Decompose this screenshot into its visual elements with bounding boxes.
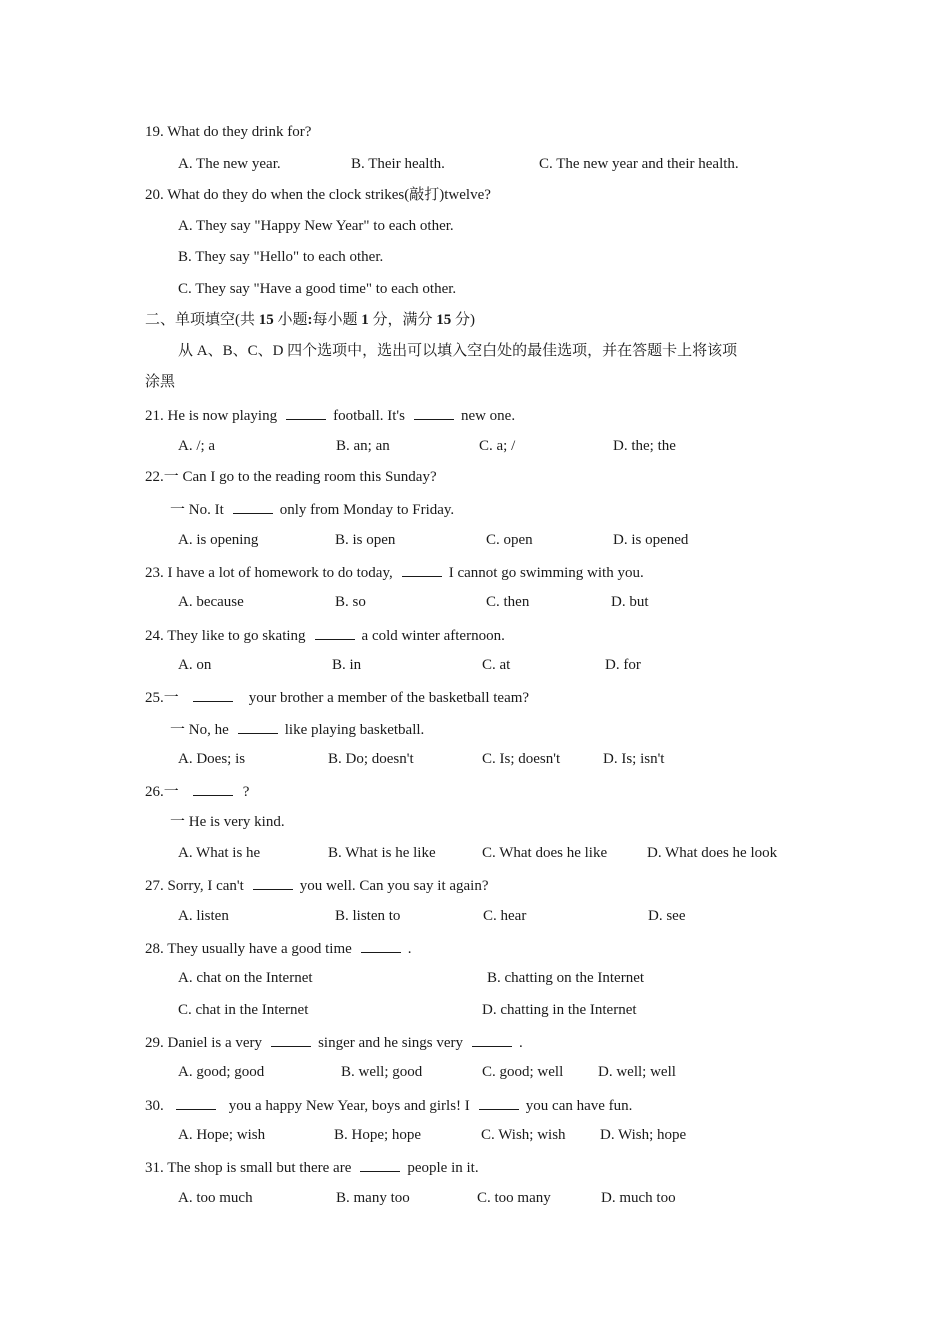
q29-option-b: B. well; good	[341, 1064, 423, 1080]
q29-option-a: A. good; good	[178, 1064, 265, 1080]
q23-option-d: D. but	[611, 594, 649, 610]
section-instruction-line2: 涂黑	[145, 374, 176, 390]
q21-option-a: A. /; a	[178, 438, 216, 454]
q23-option-b: B. so	[335, 594, 366, 610]
answer-blank	[472, 1032, 512, 1047]
q22-option-c: C. open	[486, 532, 533, 548]
question-31: 31. The shop is small but there are people in it.	[145, 1157, 479, 1177]
q20-option-c: C. They say "Have a good time" to each other.	[178, 281, 457, 297]
q20-option-b: B. They say "Hello" to each other.	[178, 249, 384, 265]
q27-option-d: D. see	[648, 908, 686, 924]
q22-option-b: B. is open	[335, 532, 396, 548]
section-heading: 二、单项填空(共 15 小题:每小题 1 分，满分 15 分)	[145, 312, 476, 328]
section-instruction-line1: 从 A、B、C、D 四个选项中，选出可以填入空白处的最佳选项，并在答题卡上将该项	[178, 343, 738, 359]
q19-option-a: A. The new year.	[178, 156, 281, 172]
answer-blank	[414, 405, 454, 420]
q21-option-c: C. a; /	[479, 438, 516, 454]
q28-option-c: C. chat in the Internet	[178, 1002, 309, 1018]
q25-option-b: B. Do; doesn't	[328, 751, 414, 767]
question-28: 28. They usually have a good time .	[145, 938, 412, 958]
question-19: 19. What do they drink for?	[145, 124, 312, 140]
q29-option-c: C. good; well	[482, 1064, 564, 1080]
q19-option-c: C. The new year and their health.	[539, 156, 739, 172]
q19-option-b: B. Their health.	[351, 156, 445, 172]
answer-blank	[402, 562, 442, 577]
q25-option-a: A. Does; is	[178, 751, 246, 767]
question-26: 26.一 ?	[145, 781, 249, 801]
answer-blank	[176, 1095, 216, 1110]
q30-option-b: B. Hope; hope	[334, 1127, 422, 1143]
q28-option-a: A. chat on the Internet	[178, 970, 313, 986]
q31-option-a: A. too much	[178, 1190, 253, 1206]
q26-option-b: B. What is he like	[328, 845, 436, 861]
question-26-reply: 一 He is very kind.	[170, 814, 285, 830]
answer-blank	[361, 938, 401, 953]
q30-option-d: D. Wish; hope	[600, 1127, 687, 1143]
q26-option-d: D. What does he look	[647, 845, 778, 861]
q22-option-a: A. is opening	[178, 532, 259, 548]
answer-blank	[193, 687, 233, 702]
q25-option-d: D. Is; isn't	[603, 751, 665, 767]
answer-blank	[479, 1095, 519, 1110]
answer-blank	[253, 875, 293, 890]
question-29: 29. Daniel is a very singer and he sings very .	[145, 1032, 523, 1052]
q25-option-c: C. Is; doesn't	[482, 751, 561, 767]
question-25-reply: 一 No, he like playing basketball.	[170, 719, 424, 739]
question-23: 23. I have a lot of homework to do today, I cannot go swimming with you.	[145, 562, 644, 582]
q29-option-d: D. well; well	[598, 1064, 676, 1080]
answer-blank	[233, 499, 273, 514]
q24-option-b: B. in	[332, 657, 362, 673]
answer-blank	[238, 719, 278, 734]
q24-option-c: C. at	[482, 657, 511, 673]
question-22-reply: 一 No. It only from Monday to Friday.	[170, 499, 454, 519]
q28-option-b: B. chatting on the Internet	[487, 970, 645, 986]
q28-option-d: D. chatting in the Internet	[482, 1002, 637, 1018]
q20-option-a: A. They say "Happy New Year" to each other.	[178, 218, 454, 234]
q24-option-d: D. for	[605, 657, 641, 673]
question-27: 27. Sorry, I can't you well. Can you say it again?	[145, 875, 489, 895]
q26-option-a: A. What is he	[178, 845, 261, 861]
question-30: 30. you a happy New Year, boys and girls! I you can have fun.	[145, 1095, 632, 1115]
q31-option-c: C. too many	[477, 1190, 551, 1206]
q24-option-a: A. on	[178, 657, 212, 673]
q23-option-c: C. then	[486, 594, 530, 610]
q26-option-c: C. What does he like	[482, 845, 608, 861]
q31-option-d: D. much too	[601, 1190, 676, 1206]
q21-option-d: D. the; the	[613, 438, 676, 454]
q31-option-b: B. many too	[336, 1190, 410, 1206]
q21-option-b: B. an; an	[336, 438, 390, 454]
q30-option-c: C. Wish; wish	[481, 1127, 566, 1143]
q22-option-d: D. is opened	[613, 532, 689, 548]
question-22: 22.一 Can I go to the reading room this Sunday?	[145, 469, 437, 485]
question-25: 25.一 your brother a member of the basketball team?	[145, 687, 529, 707]
question-20: 20. What do they do when the clock strikes(敲打)twelve?	[145, 187, 491, 203]
answer-blank	[286, 405, 326, 420]
q27-option-b: B. listen to	[335, 908, 401, 924]
question-24: 24. They like to go skating a cold winter afternoon.	[145, 625, 505, 645]
answer-blank	[360, 1157, 400, 1172]
answer-blank	[271, 1032, 311, 1047]
q23-option-a: A. because	[178, 594, 244, 610]
q27-option-a: A. listen	[178, 908, 229, 924]
answer-blank	[193, 781, 233, 796]
answer-blank	[315, 625, 355, 640]
q30-option-a: A. Hope; wish	[178, 1127, 266, 1143]
question-21: 21. He is now playing football. It's new one.	[145, 405, 515, 425]
q27-option-c: C. hear	[483, 908, 527, 924]
